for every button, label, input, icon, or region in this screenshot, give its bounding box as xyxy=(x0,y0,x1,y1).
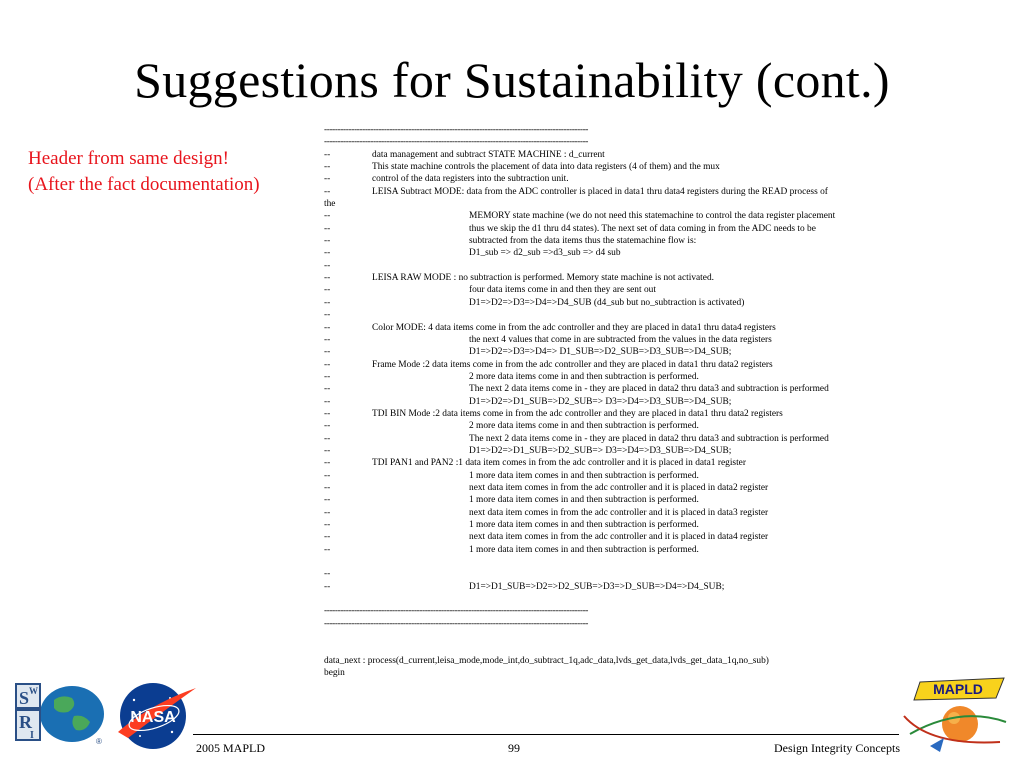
code-text: Frame Mode :2 data items come in from the adc controller and they are placed in data1 thru data2 registers xyxy=(372,359,773,370)
code-text: subtracted from the data items thus the statemachine flow is: xyxy=(469,236,697,247)
registered-mark: ® xyxy=(96,737,102,746)
comment-marker: -- xyxy=(324,149,331,160)
comment-marker: -- xyxy=(324,408,331,419)
code-plain-line: begin xyxy=(324,668,345,679)
comment-marker: -- xyxy=(324,396,331,407)
nasa-logo xyxy=(110,680,200,752)
code-text: D1=>D2=>D3=>D4=>D4_SUB (d4_sub but no_subtraction is activated) xyxy=(469,297,745,308)
code-line xyxy=(324,568,904,580)
code-line xyxy=(324,482,904,494)
page-number: 99 xyxy=(508,741,520,755)
code-text: D1=>D2=>D1_SUB=>D2_SUB=> D3=>D4=>D3_SUB=>D4_SUB; xyxy=(469,445,732,456)
code-line xyxy=(324,235,904,247)
code-text: control of the data registers into the subtraction unit. xyxy=(372,174,569,185)
swri-letter-s: S xyxy=(19,688,30,708)
code-line xyxy=(324,149,904,161)
separator-line xyxy=(324,136,904,148)
code-line xyxy=(324,272,904,284)
comment-marker: -- xyxy=(324,334,331,345)
code-text: MEMORY state machine (we do not need this statemachine to control the data register placement xyxy=(469,211,836,222)
code-line xyxy=(324,346,904,358)
code-text: D1=>D1_SUB=>D2=>D2_SUB=>D3=>D_SUB=>D4=>D4_SUB; xyxy=(469,581,725,592)
separator-line xyxy=(324,618,904,630)
code-line xyxy=(324,433,904,445)
comment-marker: -- xyxy=(324,211,331,222)
code-text: next data item comes in from the adc controller and it is placed in data3 register xyxy=(469,507,769,518)
comment-marker: -- xyxy=(324,520,331,530)
code-line xyxy=(324,247,904,259)
code-text: TDI PAN1 and PAN2 :1 data item comes in from the adc controller and it is placed in data1 register xyxy=(372,458,746,469)
code-line xyxy=(324,260,904,272)
comment-marker: -- xyxy=(324,248,331,259)
code-text: The next 2 data items come in - they are placed in data2 thru data3 and subtraction is performed xyxy=(469,433,829,444)
slide-title: Suggestions for Sustainability (cont.) xyxy=(134,52,890,108)
code-text: data management and subtract STATE MACHINE : d_current xyxy=(372,149,605,160)
comment-marker: -- xyxy=(324,371,331,382)
code-line xyxy=(324,284,904,296)
annotation-note xyxy=(28,146,260,198)
code-line xyxy=(324,494,904,506)
comment-marker: -- xyxy=(324,458,331,469)
nasa-wordmark: NASA xyxy=(130,709,176,726)
comment-marker: -- xyxy=(324,581,331,592)
code-line xyxy=(324,383,904,395)
comment-marker: -- xyxy=(324,507,331,518)
code-line xyxy=(324,408,904,420)
comment-marker: -- xyxy=(324,470,331,481)
code-line xyxy=(324,445,904,457)
code-line xyxy=(324,581,904,593)
code-line xyxy=(324,210,904,222)
code-text: 1 more data item comes in and then subtraction is performed. xyxy=(469,544,699,555)
code-line xyxy=(324,198,904,210)
comment-marker: -- xyxy=(324,359,331,370)
code-text: 1 more data item comes in and then subtraction is performed. xyxy=(469,520,699,530)
separator-text: ------------------------------------------------------------------------------------------------- xyxy=(324,618,589,629)
code-line xyxy=(324,371,904,383)
footer-left: 2005 MAPLD xyxy=(196,741,266,755)
code-text: This state machine controls the placement of data into data registers (4 of them) and the mux xyxy=(372,162,720,173)
comment-marker: -- xyxy=(324,384,331,395)
comment-marker: -- xyxy=(324,223,331,234)
comment-marker: -- xyxy=(324,236,331,247)
code-line xyxy=(324,396,904,408)
comment-marker: -- xyxy=(324,310,331,321)
comment-marker: the xyxy=(324,199,336,210)
comment-marker: -- xyxy=(324,433,331,444)
swri-logo xyxy=(14,680,106,746)
separator-text: ------------------------------------------------------------------------------------------------- xyxy=(324,137,589,148)
code-text: Color MODE: 4 data items come in from the adc controller and they are placed in data1 thru data4 registers xyxy=(372,322,776,333)
blank-line xyxy=(324,593,904,605)
code-line xyxy=(324,186,904,198)
code-text: the next 4 values that come in are subtracted from the values in the data registers xyxy=(469,334,772,345)
code-line xyxy=(324,507,904,519)
code-line xyxy=(324,519,904,531)
code-plain-line: data_next : process(d_current,leisa_mode,mode_int,do_subtract_1q,adc_data,lvds_get_data,lvds_get_data_1q,no_sub) xyxy=(324,655,769,666)
mapld-logo xyxy=(900,676,1010,756)
code-line xyxy=(324,223,904,235)
code-line xyxy=(324,161,904,173)
code-text: LEISA RAW MODE : no subtraction is performed. Memory state machine is not activated. xyxy=(372,273,714,284)
code-line xyxy=(324,359,904,371)
code-line xyxy=(324,420,904,432)
code-line xyxy=(324,309,904,321)
comment-marker: -- xyxy=(324,260,331,271)
comment-marker: -- xyxy=(324,273,331,284)
comment-marker: -- xyxy=(324,482,331,493)
code-text: next data item comes in from the adc controller and it is placed in data4 register xyxy=(469,532,769,543)
code-listing xyxy=(324,124,904,679)
code-text: D1=>D2=>D3=>D4=> D1_SUB=>D2_SUB=>D3_SUB=>D4_SUB; xyxy=(469,347,732,358)
code-text: thus we skip the d1 thru d4 states). The next set of data coming in from the ADC needs to be xyxy=(469,223,816,234)
code-text: 2 more data items come in and then subtraction is performed. xyxy=(469,371,699,382)
code-line xyxy=(324,173,904,185)
footer-divider xyxy=(193,734,899,735)
blank-line xyxy=(324,642,904,654)
code-text: The next 2 data items come in - they are placed in data2 thru data3 and subtraction is performed xyxy=(469,384,829,395)
code-line xyxy=(324,297,904,309)
code-text: 2 more data items come in and then subtraction is performed. xyxy=(469,421,699,432)
code-text: LEISA Subtract MODE: data from the ADC controller is placed in data1 thru data4 registers during the READ process of xyxy=(372,186,828,197)
comment-marker: -- xyxy=(324,544,331,555)
code-text: D1_sub => d2_sub =>d3_sub => d4 sub xyxy=(469,248,621,259)
code-text: D1=>D2=>D1_SUB=>D2_SUB=> D3=>D4=>D3_SUB=>D4_SUB; xyxy=(469,396,732,407)
separator-line xyxy=(324,124,904,136)
swri-letter-w: W xyxy=(29,686,38,696)
code-line xyxy=(324,457,904,469)
code-line xyxy=(324,531,904,543)
comment-marker: -- xyxy=(324,532,331,543)
footer-right: Design Integrity Concepts xyxy=(774,741,900,755)
code-text: 1 more data item comes in and then subtraction is performed. xyxy=(469,495,699,506)
separator-text: ------------------------------------------------------------------------------------------------- xyxy=(324,125,589,135)
note-line-1: Header from same design! xyxy=(28,148,230,169)
comment-marker: -- xyxy=(324,495,331,506)
code-text: TDI BIN Mode :2 data items come in from the adc controller and they are placed in data1 thru data2 registers xyxy=(372,408,783,419)
swri-letter-i: I xyxy=(30,730,34,741)
code-text: next data item comes in from the adc controller and it is placed in data2 register xyxy=(469,482,769,493)
code-line xyxy=(324,334,904,346)
separator-line xyxy=(324,605,904,617)
note-line-2: (After the fact documentation) xyxy=(28,174,260,195)
code-line xyxy=(324,470,904,482)
blank-line xyxy=(324,630,904,642)
comment-marker: -- xyxy=(324,162,331,173)
comment-marker: -- xyxy=(324,421,331,432)
code-line xyxy=(324,322,904,334)
blank-line xyxy=(324,556,904,568)
comment-marker: -- xyxy=(324,347,331,358)
comment-marker: -- xyxy=(324,186,331,197)
comment-marker: -- xyxy=(324,322,331,333)
code-text: four data items come in and then they are sent out xyxy=(469,285,656,296)
separator-text: ------------------------------------------------------------------------------------------------- xyxy=(324,606,589,617)
comment-marker: -- xyxy=(324,285,331,296)
swri-letter-r: R xyxy=(19,712,32,732)
comment-marker: -- xyxy=(324,297,331,308)
code-line xyxy=(324,544,904,556)
comment-marker: -- xyxy=(324,174,331,185)
comment-marker: -- xyxy=(324,569,331,580)
code-text: 1 more data item comes in and then subtraction is performed. xyxy=(469,470,699,481)
comment-marker: -- xyxy=(324,445,331,456)
mapld-wordmark: MAPLD xyxy=(933,681,983,697)
